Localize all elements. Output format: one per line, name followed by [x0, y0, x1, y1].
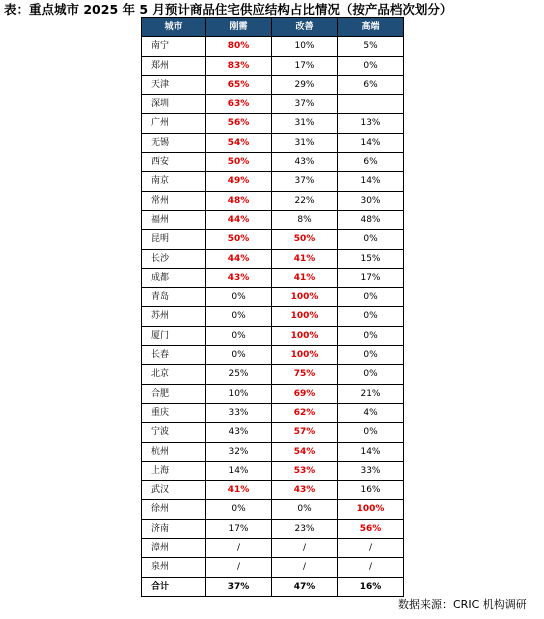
high-end-cell: 0% — [338, 56, 404, 75]
table-row — [142, 153, 404, 172]
high-end-cell: 0% — [338, 288, 404, 307]
improvement-cell: 100% — [272, 307, 338, 326]
improvement-cell: 62% — [272, 403, 338, 422]
high-end-cell: 6% — [338, 75, 404, 94]
total-label: 合计 — [142, 577, 206, 596]
city-cell: 合肥 — [142, 384, 206, 403]
rigid-demand-cell: 54% — [206, 133, 272, 152]
table-row — [142, 268, 404, 287]
rigid-demand-cell: 0% — [206, 307, 272, 326]
city-cell: 武汉 — [142, 481, 206, 500]
city-cell: 苏州 — [142, 307, 206, 326]
city-cell: 成都 — [142, 268, 206, 287]
city-cell: 徐州 — [142, 500, 206, 519]
city-cell: 杭州 — [142, 442, 206, 461]
supply-structure-table — [141, 17, 404, 597]
rigid-demand-cell: 25% — [206, 365, 272, 384]
table-row — [142, 365, 404, 384]
high-end-cell: 0% — [338, 346, 404, 365]
city-cell: 长沙 — [142, 249, 206, 268]
city-cell: 北京 — [142, 365, 206, 384]
rigid-demand-cell: 56% — [206, 114, 272, 133]
high-end-cell: 15% — [338, 249, 404, 268]
high-end-cell: 14% — [338, 442, 404, 461]
rigid-demand-cell: / — [206, 539, 272, 558]
header-city: 城市 — [142, 18, 206, 37]
improvement-cell: 57% — [272, 423, 338, 442]
improvement-cell: / — [272, 539, 338, 558]
rigid-demand-cell: 83% — [206, 56, 272, 75]
rigid-demand-cell: 50% — [206, 153, 272, 172]
table-row — [142, 95, 404, 114]
high-end-cell: 0% — [338, 423, 404, 442]
improvement-cell: 8% — [272, 210, 338, 229]
table-row — [142, 210, 404, 229]
improvement-cell: 37% — [272, 95, 338, 114]
header-improvement: 改善 — [272, 18, 338, 37]
total-improvement-cell: 47% — [272, 577, 338, 596]
high-end-cell: / — [338, 539, 404, 558]
rigid-demand-cell: / — [206, 558, 272, 577]
rigid-demand-cell: 49% — [206, 172, 272, 191]
city-cell: 宁波 — [142, 423, 206, 442]
city-cell: 南京 — [142, 172, 206, 191]
table-row — [142, 539, 404, 558]
high-end-cell: 100% — [338, 500, 404, 519]
improvement-cell: 54% — [272, 442, 338, 461]
city-cell: 漳州 — [142, 539, 206, 558]
city-cell: 常州 — [142, 191, 206, 210]
improvement-cell: 100% — [272, 326, 338, 345]
rigid-demand-cell: 44% — [206, 210, 272, 229]
rigid-demand-cell: 33% — [206, 403, 272, 422]
high-end-cell: 17% — [338, 268, 404, 287]
table-row — [142, 56, 404, 75]
city-cell: 济南 — [142, 519, 206, 538]
high-end-cell: 0% — [338, 307, 404, 326]
table-row — [142, 172, 404, 191]
rigid-demand-cell: 14% — [206, 461, 272, 480]
improvement-cell: 10% — [272, 37, 338, 56]
high-end-cell: 14% — [338, 133, 404, 152]
table-row — [142, 423, 404, 442]
high-end-cell: 56% — [338, 519, 404, 538]
data-source-note: 数据来源：CRIC 机构调研 — [398, 598, 527, 611]
table-row — [142, 37, 404, 56]
table-row — [142, 346, 404, 365]
table-row — [142, 288, 404, 307]
header-high-end: 高端 — [338, 18, 404, 37]
improvement-cell: 17% — [272, 56, 338, 75]
header-row — [142, 18, 404, 37]
table-row — [142, 230, 404, 249]
improvement-cell: 75% — [272, 365, 338, 384]
high-end-cell: 33% — [338, 461, 404, 480]
city-cell: 南宁 — [142, 37, 206, 56]
rigid-demand-cell: 0% — [206, 326, 272, 345]
rigid-demand-cell: 48% — [206, 191, 272, 210]
city-cell: 厦门 — [142, 326, 206, 345]
table-row — [142, 191, 404, 210]
improvement-cell: 69% — [272, 384, 338, 403]
table-row — [142, 307, 404, 326]
improvement-cell: 50% — [272, 230, 338, 249]
high-end-cell: 0% — [338, 326, 404, 345]
city-cell: 青岛 — [142, 288, 206, 307]
rigid-demand-cell: 0% — [206, 346, 272, 365]
city-cell: 福州 — [142, 210, 206, 229]
rigid-demand-cell: 0% — [206, 500, 272, 519]
improvement-cell: / — [272, 558, 338, 577]
improvement-cell: 29% — [272, 75, 338, 94]
rigid-demand-cell: 17% — [206, 519, 272, 538]
table-row — [142, 75, 404, 94]
header-rigid-demand: 刚需 — [206, 18, 272, 37]
table-row — [142, 519, 404, 538]
table-row — [142, 384, 404, 403]
high-end-cell: 0% — [338, 230, 404, 249]
rigid-demand-cell: 43% — [206, 268, 272, 287]
table-row — [142, 114, 404, 133]
improvement-cell: 100% — [272, 346, 338, 365]
city-cell: 昆明 — [142, 230, 206, 249]
improvement-cell: 41% — [272, 268, 338, 287]
improvement-cell: 43% — [272, 481, 338, 500]
total-high-end-cell: 16% — [338, 577, 404, 596]
improvement-cell: 100% — [272, 288, 338, 307]
improvement-cell: 37% — [272, 172, 338, 191]
city-cell: 无锡 — [142, 133, 206, 152]
table-row — [142, 133, 404, 152]
table-row — [142, 558, 404, 577]
city-cell: 广州 — [142, 114, 206, 133]
high-end-cell — [338, 95, 404, 114]
high-end-cell: 5% — [338, 37, 404, 56]
rigid-demand-cell: 32% — [206, 442, 272, 461]
high-end-cell: 21% — [338, 384, 404, 403]
improvement-cell: 31% — [272, 133, 338, 152]
improvement-cell: 31% — [272, 114, 338, 133]
rigid-demand-cell: 43% — [206, 423, 272, 442]
high-end-cell: 6% — [338, 153, 404, 172]
improvement-cell: 53% — [272, 461, 338, 480]
high-end-cell: 48% — [338, 210, 404, 229]
table-row — [142, 481, 404, 500]
rigid-demand-cell: 10% — [206, 384, 272, 403]
improvement-cell: 22% — [272, 191, 338, 210]
rigid-demand-cell: 50% — [206, 230, 272, 249]
table-row — [142, 249, 404, 268]
table-row — [142, 500, 404, 519]
city-cell: 郑州 — [142, 56, 206, 75]
improvement-cell: 0% — [272, 500, 338, 519]
high-end-cell: 30% — [338, 191, 404, 210]
high-end-cell: 14% — [338, 172, 404, 191]
high-end-cell: 0% — [338, 365, 404, 384]
rigid-demand-cell: 44% — [206, 249, 272, 268]
table-row — [142, 442, 404, 461]
improvement-cell: 43% — [272, 153, 338, 172]
total-rigid-demand-cell: 37% — [206, 577, 272, 596]
table-body — [142, 37, 404, 597]
high-end-cell: 4% — [338, 403, 404, 422]
city-cell: 泉州 — [142, 558, 206, 577]
rigid-demand-cell: 41% — [206, 481, 272, 500]
rigid-demand-cell: 80% — [206, 37, 272, 56]
city-cell: 长春 — [142, 346, 206, 365]
rigid-demand-cell: 0% — [206, 288, 272, 307]
table-title: 表：重点城市 2025 年 5 月预计商品住宅供应结构占比情况（按产品档次划分） — [4, 2, 453, 17]
city-cell: 西安 — [142, 153, 206, 172]
rigid-demand-cell: 63% — [206, 95, 272, 114]
city-cell: 上海 — [142, 461, 206, 480]
high-end-cell: 16% — [338, 481, 404, 500]
high-end-cell: / — [338, 558, 404, 577]
city-cell: 深圳 — [142, 95, 206, 114]
high-end-cell: 13% — [338, 114, 404, 133]
improvement-cell: 23% — [272, 519, 338, 538]
improvement-cell: 41% — [272, 249, 338, 268]
total-row — [142, 577, 404, 596]
city-cell: 重庆 — [142, 403, 206, 422]
table-row — [142, 403, 404, 422]
rigid-demand-cell: 65% — [206, 75, 272, 94]
table-row — [142, 461, 404, 480]
table-row — [142, 326, 404, 345]
city-cell: 天津 — [142, 75, 206, 94]
